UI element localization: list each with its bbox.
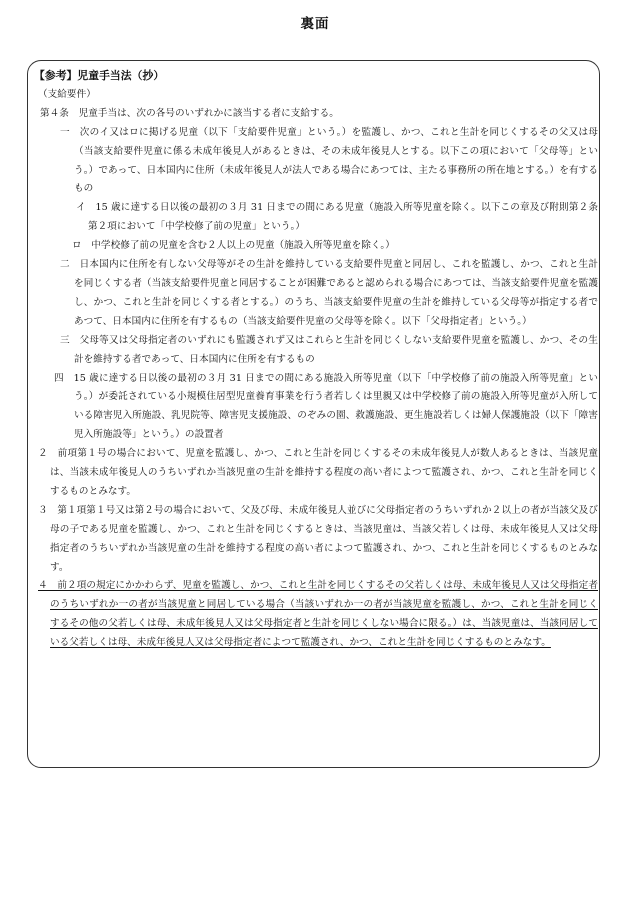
article-4: 第４条 児童手当は、次の各号のいずれかに該当する者に支給する。 [40, 107, 339, 119]
paragraph-3: ３ 第１項第１号又は第２号の場合において、父及び母、未成年後見人並びに父母指定者のうちいずれか２以上の者が当該父及び母の子である児童を監護し、かつ、これと生計を同じくするときは、当該児童は、当該父若しくは母、未成年後見人又は父母指定者のうちいずれか当該児童の生計を維持する程度の高い者によつて監護され、かつ、これと生計を同じくするものとみなす。 [38, 504, 598, 573]
paragraph-4: ４ 前２項の規定にかかわらず、児童を監護し、かつ、これと生計を同じくするその父若しくは母、未成年後見人又は父母指定者のうちいずれか一の者が当該児童と同居している場合（当該いずれか一の者が当該児童を監護し、かつ、これと生計を同じくするその他の父若しくは母、未成年後見人又は父母指定者と生計を同じくしない場合に限る。）は、当該児童は、当該同居している父若しくは母、未成年後見人又は父母指定者によつて監護され、かつ、これと生計を同じくするものとみなす。 [38, 580, 598, 649]
item-1: 一 次のイ又はロに掲げる児童（以下「支給要件児童」という。）を監護し、かつ、これと生計を同じくするその父又は母（当該支給要件児童に係る未成年後見人があるときは、その未成年後見人とする。以下この項において「父母等」という。）であって、日本国内に住所（未成年後見人が法人である場合にあつては、主たる事務所の所在地とする。）を有するもの [60, 126, 598, 195]
item-1-ro: ロ 中学校修了前の児童を含む２人以上の児童（施設入所等児童を除く。） [72, 240, 395, 252]
page-title: 裏面 [300, 16, 330, 32]
section-heading: 【参考】児童手当法（抄） [34, 69, 165, 82]
law-excerpt [34, 67, 598, 653]
paragraph-2: ２ 前項第１号の場合において、児童を監護し、かつ、これと生計を同じくするその未成年後見人が数人あるときは、当該児童は、当該未成年後見人のうちいずれか当該児童の生計を維持する程度の高い者によつて監護され、かつ、これと生計を同じくするものとみなす。 [38, 448, 598, 497]
item-4: 四 15 歳に達する日以後の最初の３月 31 日までの間にある施設入所等児童（以下「中学校修了前の施設入所等児童」という。）が委託されている小規模住居型児童養育事業を行う者若しくは里親又は中学校修了前の施設入所等児童が入所している障害児入所施設、乳児院等、障害児支援施設、のぞみの園、救護施設、更生施設若しくは婦人保護施設（以下「障害児入所施設等」という。）の設置者 [54, 372, 598, 441]
caption: （支給要件） [38, 88, 96, 100]
item-1-i: イ 15 歳に達する日以後の最初の３月 31 日までの間にある児童（施設入所等児童を除く。以下この章及び附則第２条第２項において「中学校修了前の児童」という。） [76, 202, 598, 233]
item-2: 二 日本国内に住所を有しない父母等がその生計を維持している支給要件児童と同居し、これを監護し、かつ、これと生計を同じくする者（当該支給要件児童と同居することが困難であると認められる場合にあつては、当該支給要件児童を監護し、かつ、これと生計を同じくする者とする。）のうち、当該支給要件児童の生計を維持している父母等が指定する者であつて、日本国内に住所を有するもの（当該支給要件児童の父母等を除く。以下「父母指定者」という。） [60, 259, 598, 327]
item-3: 三 父母等又は父母指定者のいずれにも監護されず又はこれらと生計を同じくしない支給要件児童を監護し、かつ、その生計を維持する者であって、日本国内に住所を有するもの [60, 334, 598, 365]
